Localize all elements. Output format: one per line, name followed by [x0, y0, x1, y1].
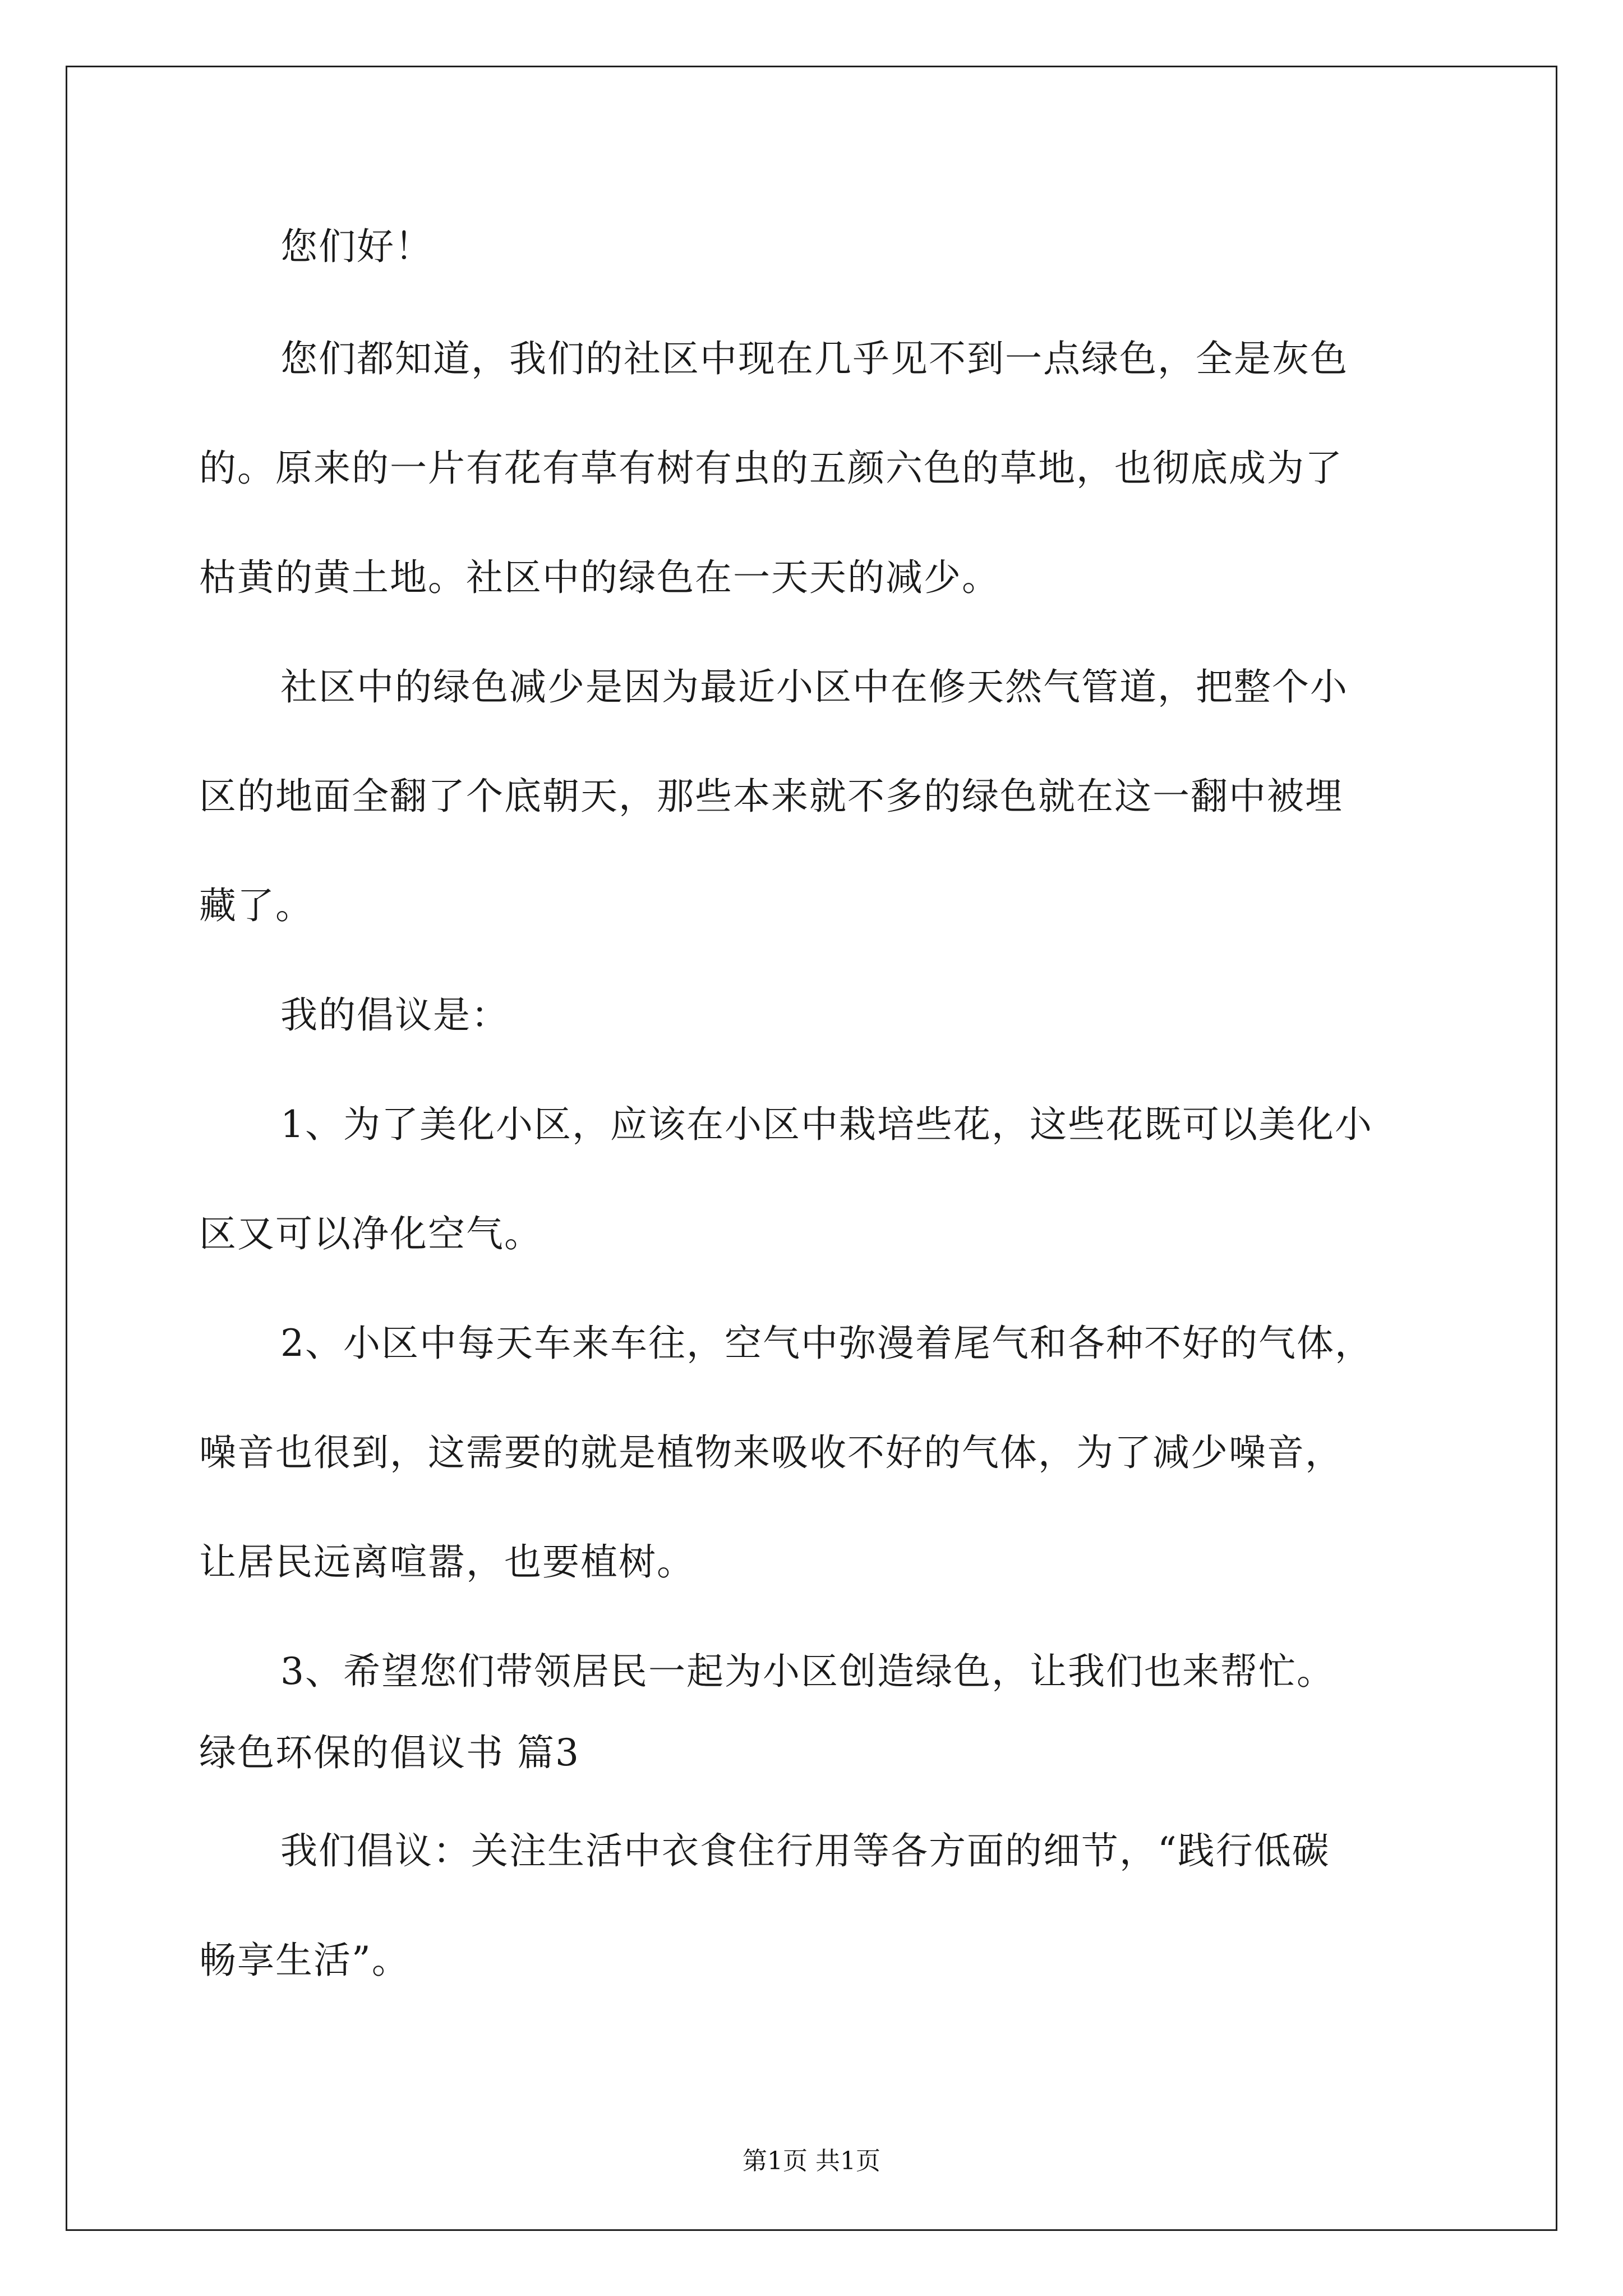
proposal-2-line-3: 让居民远离喧嚣，也要植树。: [199, 1540, 695, 1584]
greeting: 您们好！: [280, 225, 433, 268]
proposal-3: 3、希望您们带领居民一起为小区创造绿色，让我们也来帮忙。: [280, 1650, 1335, 1693]
paragraph-2-line-1: 社区中的绿色减少是因为最近小区中在修天然气管道，把整个小: [280, 665, 1348, 708]
paragraph-2-line-2: 区的地面全翻了个底朝天，那些本来就不多的绿色就在这一翻中被埋: [199, 775, 1343, 818]
section-title: 绿色环保的倡议书 篇3: [199, 1731, 580, 1774]
proposal-heading: 我的倡议是：: [280, 993, 509, 1037]
paragraph-1-line-1: 您们都知道，我们的社区中现在几乎见不到一点绿色，全是灰色: [280, 337, 1348, 380]
proposal-1-line-2: 区又可以净化空气。: [199, 1212, 542, 1255]
paragraph-3-line-1: 我们倡议：关注生活中衣食住行用等各方面的细节，“践行低碳: [280, 1829, 1330, 1872]
paragraph-3-line-2: 畅享生活”。: [199, 1939, 410, 1982]
page-border: [66, 66, 1557, 2231]
proposal-2-line-1: 2、小区中每天车来车往，空气中弥漫着尾气和各种不好的气体，: [280, 1322, 1373, 1365]
paragraph-1-line-3: 枯黄的黄土地。社区中的绿色在一天天的减少。: [199, 556, 1000, 599]
proposal-1-line-1: 1、为了美化小区，应该在小区中栽培些花，这些花既可以美化小: [280, 1103, 1373, 1146]
page-number: 第1页 共1页: [743, 2147, 880, 2175]
paragraph-2-line-3: 藏了。: [199, 884, 313, 927]
proposal-2-line-2: 噪音也很到，这需要的就是植物来吸收不好的气体，为了减少噪音，: [199, 1431, 1343, 1474]
paragraph-1-line-2: 的。原来的一片有花有草有树有虫的五颜六色的草地，也彻底成为了: [199, 447, 1343, 490]
